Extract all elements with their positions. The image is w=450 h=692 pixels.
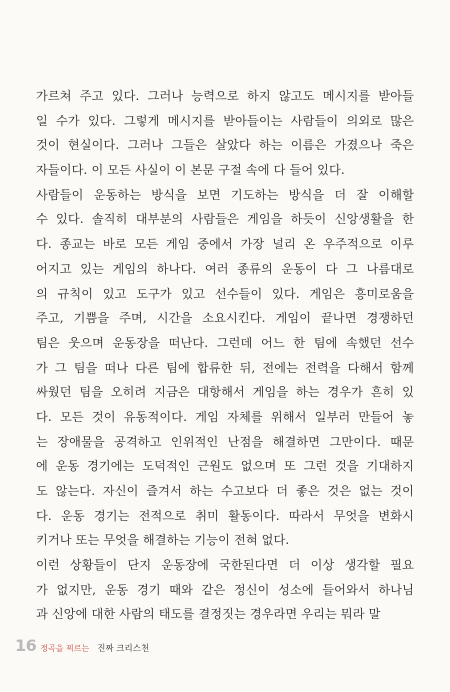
body-text-line: 다. 운동 경기는 전적으로 취미 활동이다. 따라서 무엇을 변화시 [36,508,414,523]
page-body [36,84,414,627]
body-text-line: 주고, 기쁨을 주며, 시간을 소요시킨다. 게임이 끝나면 경쟁하던 [36,311,414,326]
body-text-line: 일 수가 있다. 그렇게 메시지를 받아들이는 사람들이 의외로 많은 [36,113,414,128]
body-text-line: 팀은 웃으며 운동장을 떠난다. 그런데 어느 한 팀에 속했던 선수 [36,335,414,350]
body-text-line: 가 없지만, 운동 경기 때와 같은 정신이 성소에 들어와서 하나님 [36,582,414,597]
body-text-line: 가르쳐 주고 있다. 그러나 능력으로 하지 않고도 메시지를 받아들 [36,89,414,103]
body-text-line: 과 신앙에 대한 사람의 태도를 결정짓는 경우라면 우리는 뭐라 말 [36,607,381,622]
book-subtitle: 정곡을 찌르는 [40,644,90,653]
body-text-line: 자들이다. 이 모든 사실이 이 본문 구절 속에 다 들어 있다. [36,163,345,178]
body-text-line: 키거나 또는 무엇을 해결하는 기능이 전혀 없다. [36,533,290,548]
body-text-line: 어지고 있는 게임의 하나다. 여러 종류의 운동이 다 그 나름대로 [36,261,414,276]
body-text-line: 다. 종교는 바로 모든 게임 중에서 가장 널리 온 우주적으로 이루 [36,237,414,252]
book-title: 진짜 크리스천 [97,644,150,654]
body-text-line: 사람들이 운동하는 방식을 보면 기도하는 방식을 더 잘 이해할 [36,187,414,202]
body-text-line: 이런 상황들이 단지 운동장에 국한된다면 더 이상 생각할 필요 [36,558,414,573]
body-text-line: 의 규칙이 있고 도구가 있고 선수들이 있다. 게임은 흥미로움을 [36,286,414,301]
body-text-line: 수 있다. 솔직히 대부분의 사람들은 게임을 하듯이 신앙생활을 한 [36,212,414,227]
body-text-line: 도 않는다. 자신이 즐겨서 하는 수고보다 더 좋은 것은 없는 것이 [36,484,414,498]
body-text-line: 가 그 팀을 떠나 다른 팀에 합류한 뒤, 전에는 전력을 다해서 함께 [36,360,414,375]
page-footer [15,636,149,655]
body-text-line: 는 장애물을 공격하고 인위적인 난점을 해결하면 그만이다. 때문 [36,434,414,449]
body-text-line: 싸웠던 팀을 오히려 지금은 대항해서 게임을 하는 경우가 흔히 있 [36,385,414,400]
page-number: 16 [15,636,37,655]
body-text-line: 것이 현실이다. 그러나 그들은 살았다 하는 이름은 가졌으나 죽은 [36,138,414,153]
body-text-line: 다. 모든 것이 유동적이다. 게임 자체를 위해서 일부러 만들어 놓 [36,409,414,424]
body-text-line: 에 운동 경기에는 도덕적인 근원도 없으며 또 그런 것을 기대하지 [36,459,414,474]
